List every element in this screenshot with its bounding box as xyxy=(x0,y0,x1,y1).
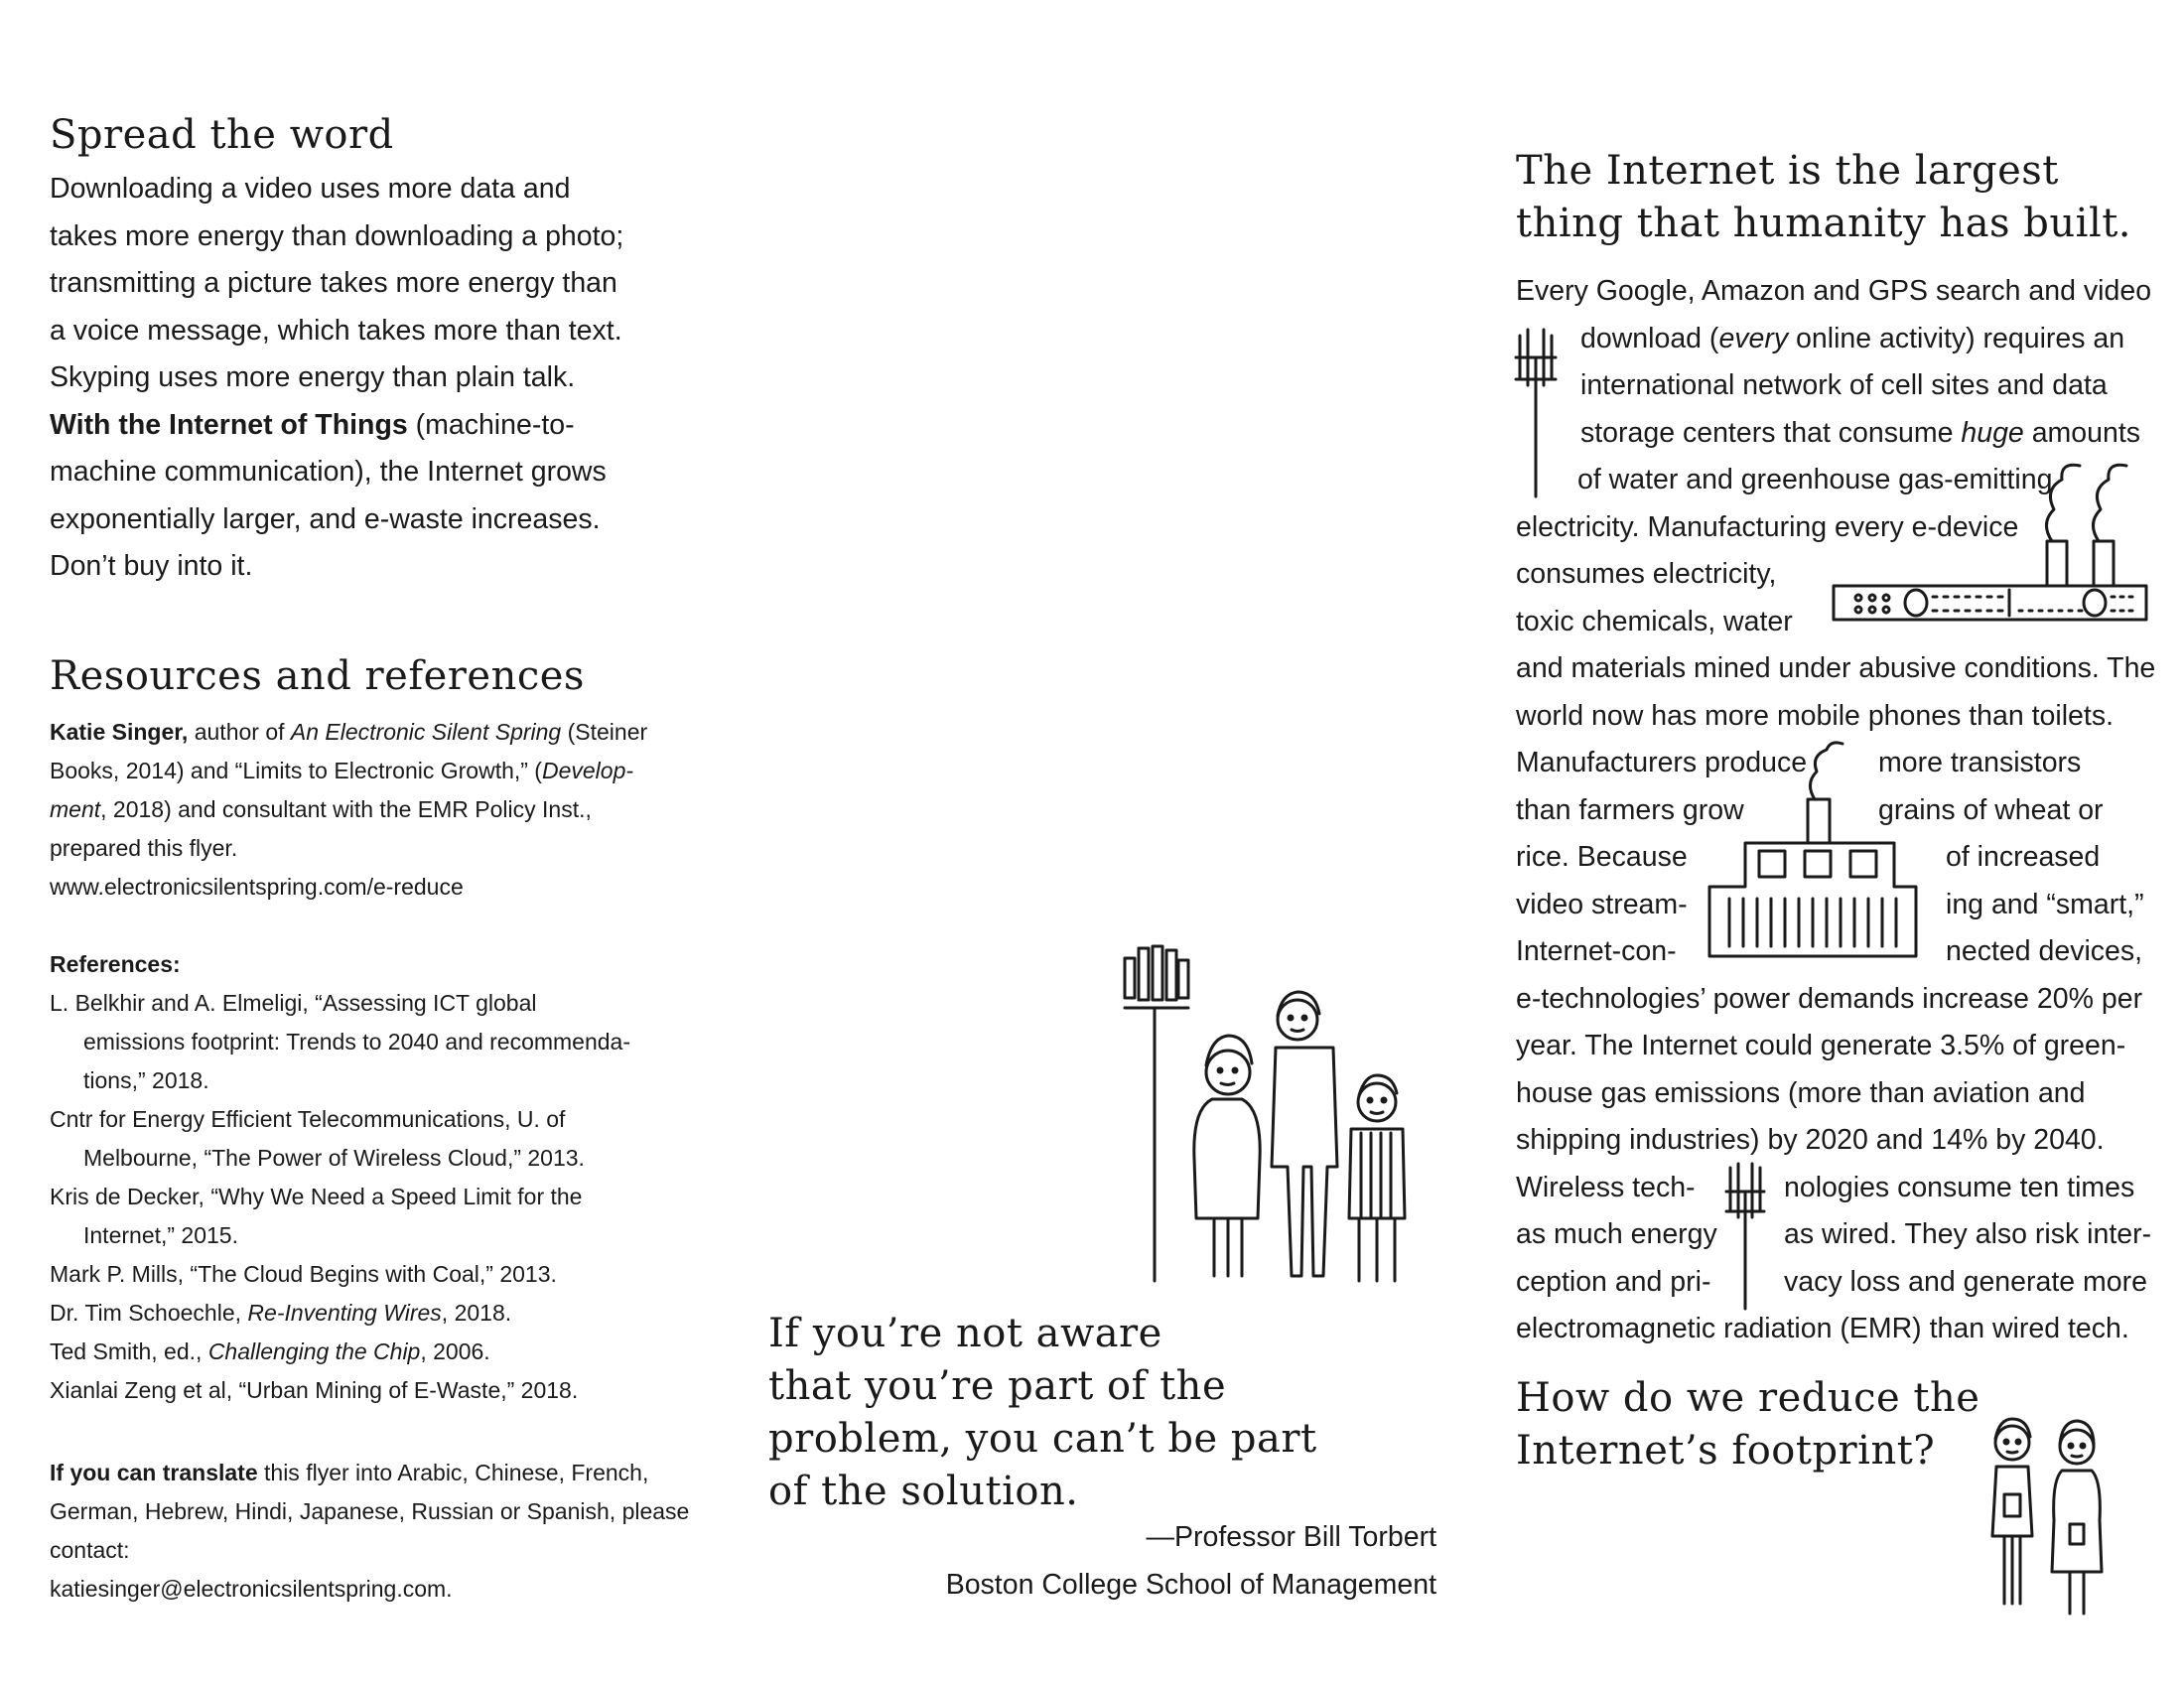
quote-line: of the solution. xyxy=(768,1469,1079,1514)
translate-bold: If you can translate xyxy=(50,1460,258,1485)
text-line: takes more energy than downloading a photo; xyxy=(50,219,624,252)
contact-email[interactable]: katiesinger@electronicsilentspring.com. xyxy=(50,1576,453,1602)
heading-line: The Internet is the largest xyxy=(1516,148,2059,194)
people-with-devices-illustration xyxy=(1982,1415,2112,1623)
quote-line: If you’re not aware xyxy=(768,1311,1162,1356)
author-url[interactable]: www.electronicsilentspring.com/e-reduce xyxy=(50,874,464,900)
reference-item: Cntr for Energy Efficient Telecommunications, U. of xyxy=(50,1106,566,1132)
text-line: transmitting a picture takes more energy than xyxy=(50,267,617,299)
iot-bold: With the Internet of Things xyxy=(50,408,408,441)
spread-paragraph xyxy=(50,166,685,591)
reference-item: Xianlai Zeng et al, “Urban Mining of E-Waste,” 2018. xyxy=(50,1377,579,1403)
references-label: References: xyxy=(50,951,181,977)
family-cell-tower-illustration xyxy=(1117,938,1415,1291)
text-line: Don’t buy into it. xyxy=(50,550,253,582)
heading-line: How do we reduce the xyxy=(1516,1375,1980,1421)
reference-item: Kris de Decker, “Why We Need a Speed Limit for the xyxy=(50,1184,583,1209)
quote-line: problem, you can’t be part xyxy=(768,1416,1317,1462)
text-line: a voice message, which takes more than text. xyxy=(50,314,622,347)
question-heading xyxy=(1516,1372,1979,1477)
heading-line: thing that humanity has built. xyxy=(1516,201,2132,246)
text-line: machine communication), the Internet grows xyxy=(50,456,607,488)
reference-item: Ted Smith, ed., Challenging the Chip, 2006. xyxy=(50,1338,490,1364)
attribution-name: —Professor Bill Torbert xyxy=(1146,1521,1436,1553)
quote-attribution xyxy=(781,1514,1436,1609)
references-block: References: L. Belkhir and A. Elmeligi, “Assessing ICT global emissions footprint: Trends to 2040 and recommenda- tions,” 2018. Cntr for Energy Efficient Telecommunications, U. of Melbourne, “The Power of Wireless Cloud,” 2013. Kris de Decker, “Why We Need a Speed Limit for the Internet,” 2015. Mark P. Mills, “The Cloud Begins with Coal,” 2013. Dr. Tim Schoechle, Re-Inventing Wires, 2018. Ted Smith, ed., Challenging the Chip, 2006. Xianlai Zeng et al, “Urban Mining of E-Waste,” 2018. xyxy=(50,945,705,1410)
reference-item: Dr. Tim Schoechle, Re-Inventing Wires, 2018. xyxy=(50,1300,512,1326)
author-name: Katie Singer, xyxy=(50,719,189,745)
text-line: Skyping uses more energy than plain talk. xyxy=(50,361,576,393)
attribution-org: Boston College School of Management xyxy=(945,1568,1436,1601)
text-line: With the Internet of Things (machine-to- xyxy=(50,408,575,441)
internet-heading xyxy=(1516,145,2131,250)
reference-item: Mark P. Mills, “The Cloud Begins with Coal,” 2013. xyxy=(50,1261,557,1287)
translate-block: If you can translate this flyer into Arabic, Chinese, French, German, Hebrew, Hindi, Japanese, Russian or Spanish, please contact: katiesinger@electronicsilentspring.com. xyxy=(50,1454,725,1609)
resources-heading: Resources and references xyxy=(50,653,585,699)
text-line: Downloading a video uses more data and xyxy=(50,173,571,205)
heading-line: Internet’s footprint? xyxy=(1516,1428,1936,1474)
internet-paragraph: Every Google, Amazon and GPS search and video download (every online activity) requires an international network of cell sites and data storage centers that consume huge amounts of water and greenhouse gas-emitting electricity. Manufacturing every e-device consumes electricity, toxic chemicals, water and materials mined under abusive conditions. The world now has more mobile phones than toilets. Manufacturers produce more transistors than farmers grow grains of wheat or rice. Because of increased video stream- ing and “smart,” Internet-con- nected devices, e-technologies’ power demands increase 20% per year. The Internet could generate 3.5% of green- house gas emissions (more than aviation and shipping industries) by 2020 and 14% by 2040. Wireless tech- nologies consume ten times as much energy as wired. They also risk inter- ception and pri- vacy loss and generate more electromagnetic radiation (EMR) than wired tech. xyxy=(1516,275,2156,1344)
quote xyxy=(768,1308,1424,1518)
reference-item: L. Belkhir and A. Elmeligi, “Assessing ICT global xyxy=(50,990,537,1016)
spread-heading: Spread the word xyxy=(50,112,394,158)
author-block: Katie Singer, author of An Electronic Silent Spring (Steiner Books, 2014) and “Limits to Electronic Growth,” (Develop- ment, 2018) and consultant with the EMR Policy Inst., prepared this flyer. www.electronicsilentspring.com/e-reduce xyxy=(50,713,685,907)
quote-line: that you’re part of the xyxy=(768,1363,1227,1409)
text-line: exponentially larger, and e-waste increases. xyxy=(50,502,601,535)
